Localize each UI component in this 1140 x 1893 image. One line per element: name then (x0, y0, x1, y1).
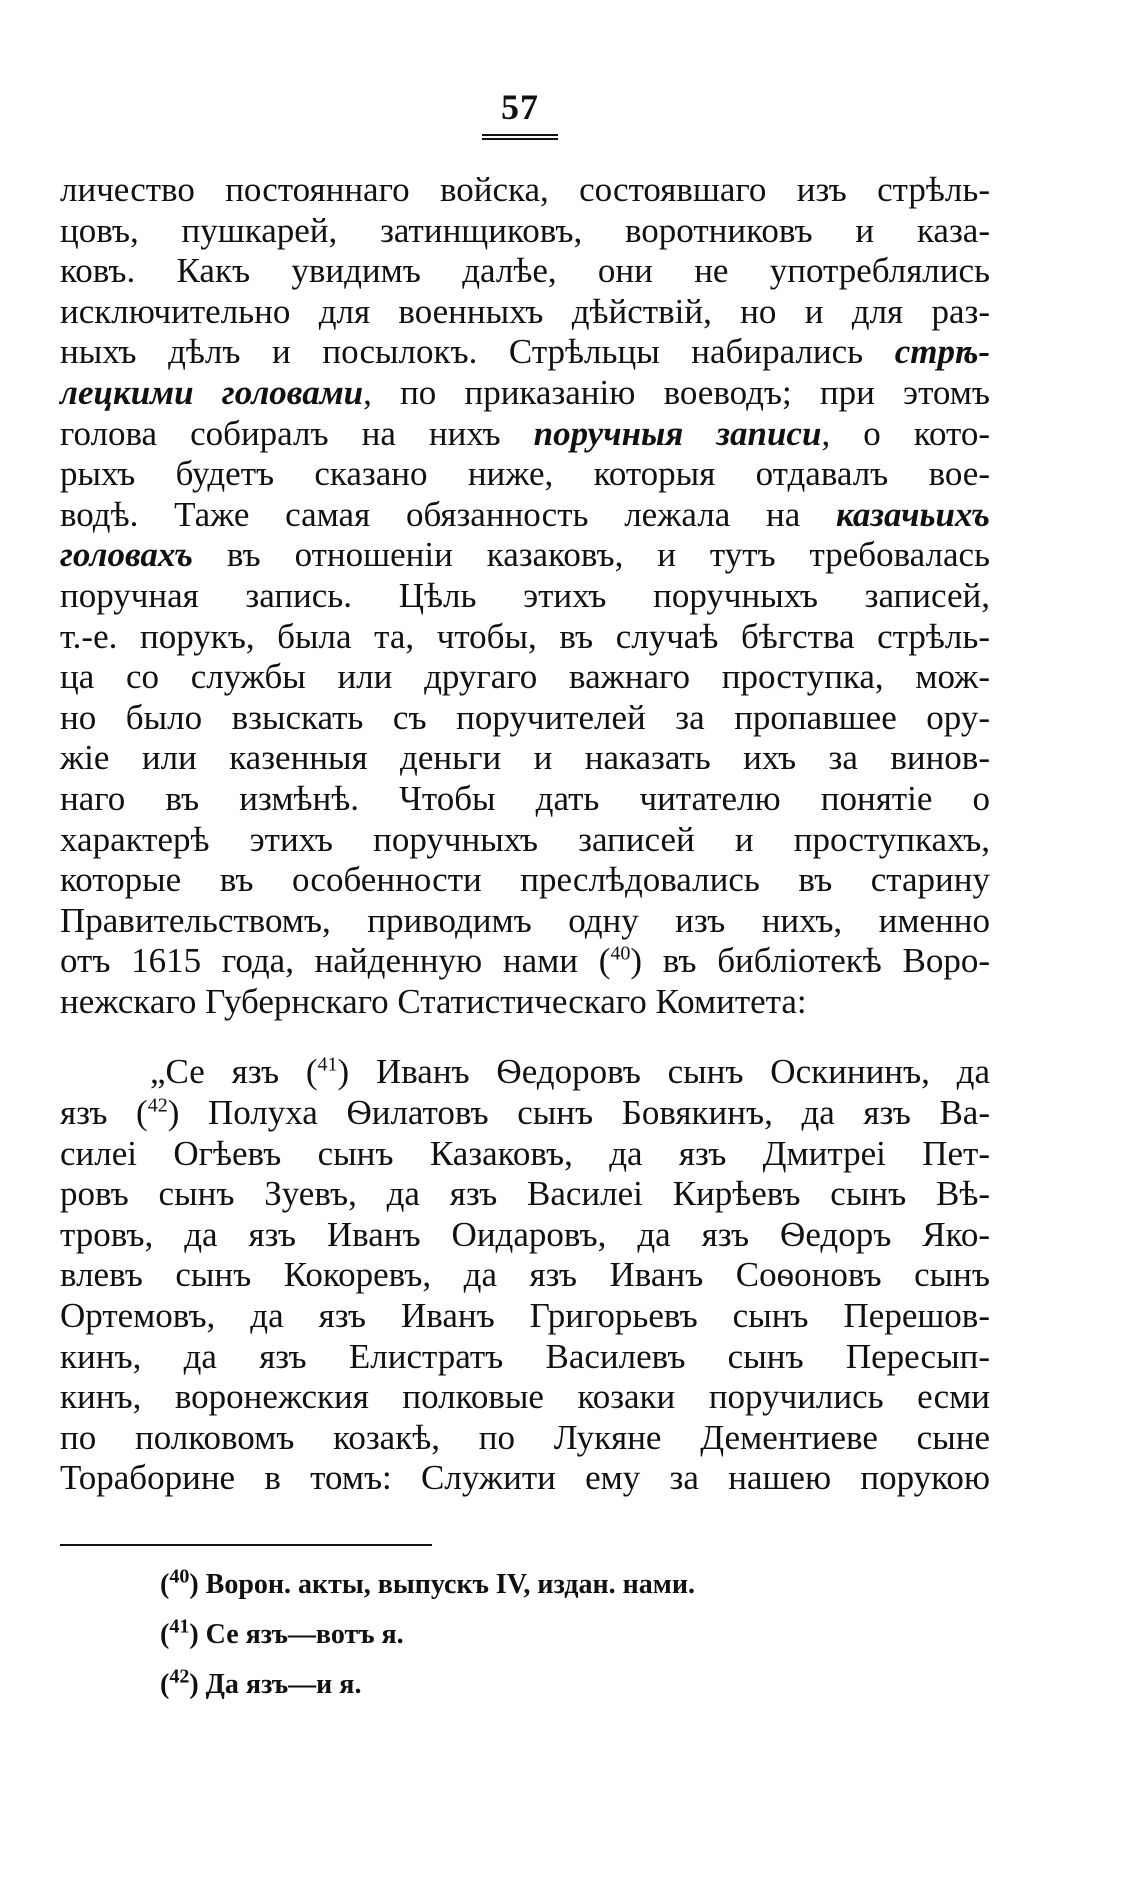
text-line: жіе или казенныя деньги и наказать ихъ за винов- (60, 738, 990, 778)
text-line (60, 1052, 990, 1093)
footnote: ($^{40}$) Ворон. акты, выпускъ IV, издан. нами. (160, 1565, 695, 1600)
text-line (60, 941, 990, 982)
text-run: , о кото- (821, 413, 990, 453)
paragraph-gap (60, 1022, 990, 1052)
text-line: кинъ, да язъ Елистратъ Василевъ сынъ Пересып- (60, 1336, 990, 1376)
italic-term: стрѣ- (894, 332, 990, 372)
text-line: Ортемовъ, да язъ Иванъ Григорьевъ сынъ Перешов- (60, 1296, 990, 1336)
footnote: ($^{41}$) Се язъ—вотъ я. (160, 1615, 404, 1650)
italic-term: лецкими головами (60, 372, 364, 412)
text-line (60, 373, 990, 414)
text-line: поручная запись. Цѣль этихъ поручныхъ записей, (60, 575, 990, 615)
text-run: отъ 1615 года, найденную нами ( (60, 941, 611, 981)
footnote-text: Да язъ—и я. (205, 1669, 362, 1700)
text-line: Правительствомъ, приводимъ одну изъ нихъ, именно (60, 900, 990, 940)
text-line (60, 414, 990, 455)
text-line (60, 332, 990, 373)
paragraph-1 (60, 170, 990, 1022)
page-number: 57 (501, 87, 539, 127)
footnote-text: Се язъ—вотъ я. (205, 1619, 404, 1650)
text-line (60, 495, 990, 536)
text-run: голова собиралъ на нихъ (60, 413, 534, 453)
text-line: рыхъ будетъ сказано ниже, которыя отдавалъ вое- (60, 454, 990, 494)
paragraph-2-quote (60, 1052, 990, 1499)
text-run: водѣ. Таже самая обязанность лежала на (60, 494, 837, 534)
text-run: ) Иванъ Ѳедоровъ сынъ Оскининъ, да (337, 1052, 991, 1092)
text-line (60, 535, 990, 576)
footnote-ref: 40 (610, 942, 631, 965)
footnote-text: Ворон. акты, выпускъ IV, издан. нами. (205, 1569, 695, 1600)
text-line: которые въ особенности преслѣдовались въ старину (60, 860, 990, 900)
footnote-mark: 40 (169, 1565, 190, 1588)
text-line: влевъ сынъ Кокоревъ, да язъ Иванъ Соѳоновъ сынъ (60, 1255, 990, 1295)
text-line: т.-е. порукъ, была та, чтобы, въ случаѣ бѣгства стрѣль- (60, 616, 990, 656)
page-number-rule (482, 134, 558, 140)
text-line: кинъ, воронежския полковые козаки поручились есми (60, 1377, 990, 1417)
text-run: ) Полуха Ѳилатовъ сынъ Бовякинъ, да язъ Ва- (167, 1093, 990, 1133)
footnote-rule (60, 1544, 432, 1546)
text-line: силеі Огѣевъ сынъ Казаковъ, да язъ Дмитреі Пет- (60, 1133, 990, 1173)
text-line: нежскаго Губернскаго Статистическаго Комитета: (60, 981, 807, 1021)
text-line: наго въ измѣнѣ. Чтобы дать читателю понятіе о (60, 778, 990, 818)
text-line: характерѣ этихъ поручныхъ записей и проступкахъ, (60, 819, 990, 859)
italic-term: казачьихъ (836, 494, 990, 534)
text-line: личество постояннаго войска, состоявшаго изъ стрѣль- (60, 170, 990, 209)
text-line: по полковомъ козакѣ, по Лукяне Дементиеве сыне (60, 1417, 990, 1457)
body-text (60, 170, 990, 1499)
text-run: ) въ библіотекѣ Воро- (630, 941, 990, 981)
text-line: цовъ, пушкарей, затинщиковъ, воротниковъ и каза- (60, 210, 990, 250)
footnote-mark: 41 (169, 1615, 190, 1638)
text-line: исключительно для военныхъ дѣйствій, но и для раз- (60, 291, 990, 331)
footnotes (160, 1560, 960, 1710)
text-run: , по приказанію воеводъ; при этомъ (363, 372, 990, 412)
italic-term: поручныя записи (533, 413, 822, 453)
text-line: ровъ сынъ Зуевъ, да язъ Василеі Кирѣевъ сынъ Вѣ- (60, 1174, 990, 1214)
text-line: ковъ. Какъ увидимъ далѣе, они не употреблялись (60, 251, 990, 291)
text-line (60, 1093, 990, 1134)
text-line: Тораборине в томъ: Служити ему за нашею порукою (60, 1458, 990, 1498)
footnote-ref: 41 (317, 1053, 338, 1076)
text-line: ца со службы или другаго важнаго проступка, мож- (60, 657, 990, 697)
text-line: но было взыскать съ поручителей за пропавшее ору- (60, 697, 990, 737)
text-line: тровъ, да язъ Иванъ Оидаровъ, да язъ Ѳедоръ Яко- (60, 1214, 990, 1254)
footnote-mark: 42 (169, 1665, 190, 1688)
footnote-ref: 42 (147, 1094, 168, 1117)
text-run: „Се язъ ( (150, 1052, 318, 1092)
text-run: ныхъ дѣлъ и посылокъ. Стрѣльцы набирались (60, 332, 895, 372)
italic-term: головахъ (60, 535, 193, 575)
text-run: въ отношеніи казаковъ, и тутъ требовалась (192, 535, 990, 575)
footnote: ($^{42}$) Да язъ—и я. (160, 1665, 362, 1700)
text-run: язъ ( (60, 1093, 148, 1133)
